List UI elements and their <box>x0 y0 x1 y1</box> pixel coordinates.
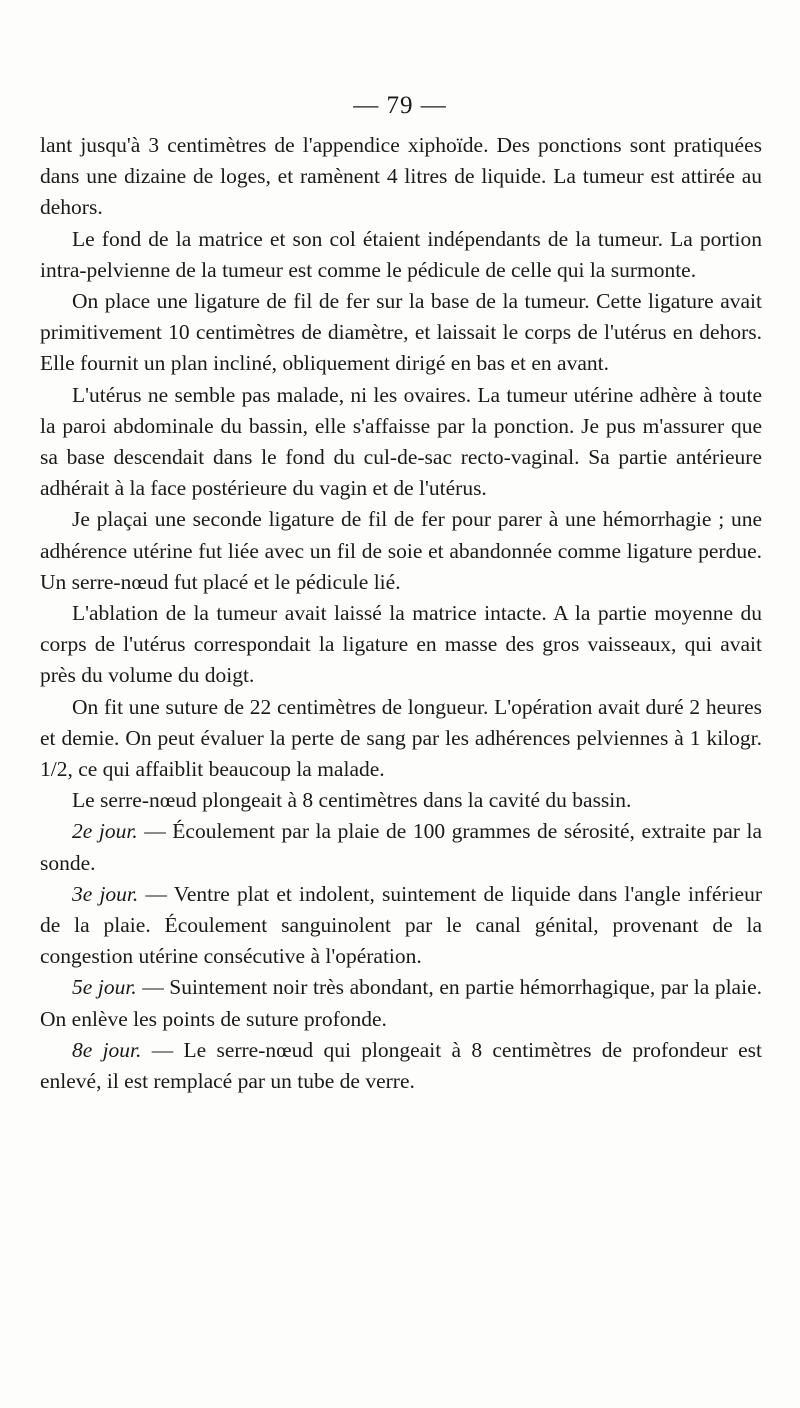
paragraph: Le fond de la matrice et son col étaient indépendants de la tumeur. La portion intra-pelvienne de la tumeur est comme le pédicule de celle qui la surmonte. <box>40 226 762 282</box>
day-label: 5e jour. <box>72 975 137 1000</box>
paragraph: Le serre-nœud plongeait à 8 centimètres dans la cavité du bassin. <box>72 788 632 813</box>
paragraph: L'ablation de la tumeur avait laissé la matrice intacte. A la partie moyenne du corps de l'utérus correspondait la ligature en masse des gros vaisseaux, qui avait près du volume du doigt. <box>40 601 762 688</box>
paragraph: On fit une suture de 22 centimètres de longueur. L'opération avait duré 2 heures et demie. On peut évaluer la perte de sang par les adhérences pelviennes à 1 kilogr. 1/2, ce qui affaiblit beaucoup la malade. <box>40 694 762 782</box>
paragraph: L'utérus ne semble pas malade, ni les ovaires. La tumeur utérine adhère à toute la paroi abdominale du bassin, elle s'affaisse par la ponction. Je pus m'assurer que sa base descendait dans le fond du cul-de-sac recto-vaginal. Sa partie antérieure adhérait à la face postérieure du vagin et de l'utérus. <box>40 382 762 501</box>
day-entry <box>40 879 762 973</box>
day-entry <box>40 972 762 1034</box>
day-label: 8e jour. <box>72 1037 142 1062</box>
body-text <box>40 130 762 1097</box>
day-text: — Suintement noir très abondant, en partie hémorrhagique, par la plaie. On enlève les points de suture profonde. <box>40 975 762 1031</box>
day-entry <box>40 816 762 878</box>
paragraph: lant jusqu'à 3 centimètres de l'appendice xiphoïde. Des ponctions sont pratiquées dans une dizaine de loges, et ramènent 4 litres de liquide. La tumeur est attirée au dehors. <box>40 133 762 220</box>
day-entry <box>40 1035 762 1097</box>
day-text: — Ventre plat et indolent, suintement de liquide dans l'angle inférieur de la plaie. Écoulement sanguinolent par le canal génital, provenant de la congestion utérine consécutive à l'opération. <box>40 881 762 969</box>
paragraph: On place une ligature de fil de fer sur la base de la tumeur. Cette ligature avait primitivement 10 centimètres de diamètre, et laissait le corps de l'utérus en dehors. Elle fournit un plan incliné, obliquement dirigé en bas et en avant. <box>40 289 762 376</box>
page-number: — 79 — <box>353 92 447 119</box>
paragraph: Je plaçai une seconde ligature de fil de fer pour parer à une hémorrhagie ; une adhérence utérine fut liée avec un fil de soie et abandonnée comme ligature perdue. Un serre-nœud fut placé et le pédicule lié. <box>40 507 762 594</box>
day-text: — Écoulement par la plaie de 100 grammes de sérosité, extraite par la sonde. <box>40 819 762 875</box>
day-text: — Le serre-nœud qui plongeait à 8 centimètres de profondeur est enlevé, il est remplacé par un tube de verre. <box>40 1037 763 1094</box>
day-label: 2e jour. <box>72 819 138 844</box>
day-label: 3e jour. <box>72 881 139 906</box>
